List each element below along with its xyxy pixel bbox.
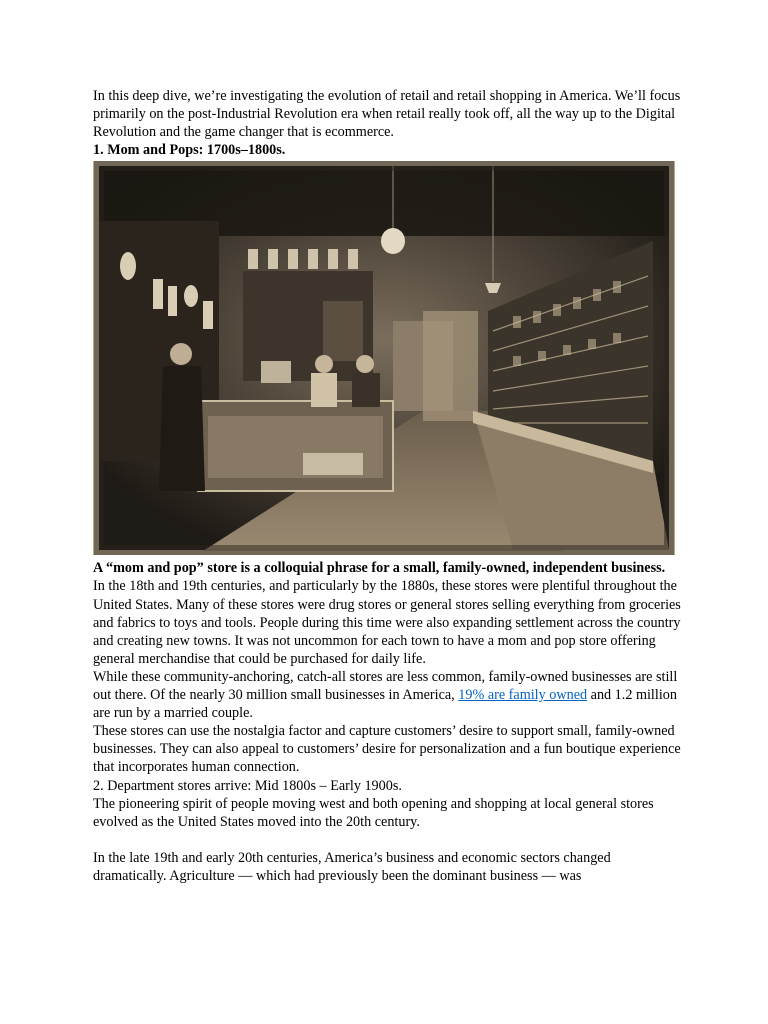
- photo-caption: A “mom and pop” store is a colloquial phrase for a small, family-owned, independent business.: [93, 560, 666, 577]
- paragraph-2-text-after: and 1.2 million are run by a married couple.: [93, 687, 677, 722]
- section-1-heading: 1. Mom and Pops: 1700s–1800s.: [93, 142, 286, 159]
- paragraph-spacer: [93, 831, 683, 849]
- paragraph-5: In the late 19th and early 20th centuries, America’s business and economic sectors changed dramatically. Agriculture — which had previously been the dominant business — was: [93, 849, 611, 884]
- section-2-heading: 2. Department stores arrive: Mid 1800s – Early 1900s.: [93, 777, 402, 794]
- paragraph-1: In the 18th and 19th centuries, and particularly by the 1880s, these stores were plentiful throughout the United States. Many of these stores were drug stores or general stores selling everything from groceries and fabrics to toys and tools. People during this time were also expanding settlement across the country and creating new towns. It was not uncommon for each town to have a mom and pop store offering general merchandise that could be purchased for daily life.: [93, 578, 681, 667]
- paragraph-2-text-before: While these community-anchoring, catch-all stores are less common, family-owned businesses are still out there. Of the nearly 30 million small businesses in America,: [93, 668, 678, 704]
- intro-paragraph: In this deep dive, we’re investigating the evolution of retail and retail shopping in America. We’ll focus primarily on the post-Industrial Revolution era when retail really took off, all the way up to the Digital Revolution and the game changer that is ecommerce.: [93, 88, 681, 141]
- paragraph-2: [93, 668, 683, 722]
- document-page: [93, 87, 683, 885]
- paragraph-4: The pioneering spirit of people moving west and both opening and shopping at local general stores evolved as the United States moved into the 20th century.: [93, 795, 654, 830]
- paragraph-3: These stores can use the nostalgia factor and capture customers’ desire to support small, family-owned businesses. They can also appeal to customers’ desire for personalization and a fun boutique experience that incorporates human connection.: [93, 723, 681, 776]
- family-owned-link[interactable]: 19% are family owned: [458, 687, 588, 704]
- general-store-photo: [93, 161, 675, 555]
